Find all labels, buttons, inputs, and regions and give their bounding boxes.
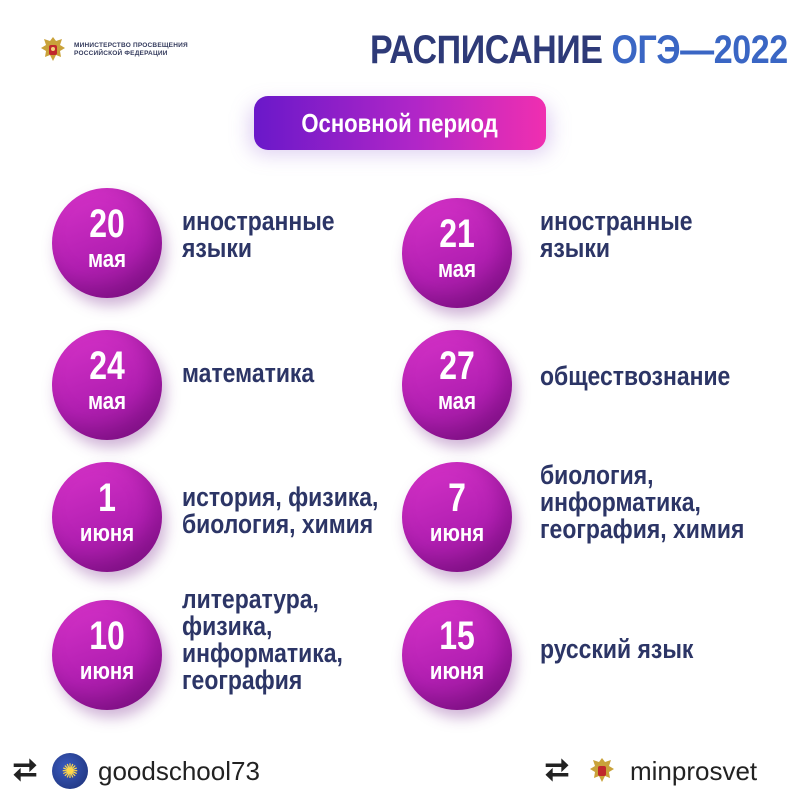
exam-day: 21 — [439, 212, 475, 256]
date-circle — [402, 462, 512, 572]
username[interactable]: minprosvet — [630, 755, 758, 786]
date-circle — [52, 188, 162, 298]
exam-month: мая — [437, 388, 477, 415]
exam-day: 20 — [89, 202, 125, 246]
repost-bar — [0, 735, 800, 800]
date-circle — [52, 330, 162, 440]
title-accent: ОГЭ—2022 — [611, 28, 788, 72]
exam-month: мая — [87, 388, 127, 415]
exam-day: 1 — [98, 476, 116, 520]
exam-subject: иностранные языки — [182, 206, 335, 263]
title-main: РАСПИСАНИЕ — [370, 28, 612, 72]
exam-subject: литература, физика, информатика, география — [182, 584, 343, 695]
date-circle — [52, 600, 162, 710]
exam-day: 15 — [439, 614, 475, 658]
repost-credit-minprosvet[interactable] — [540, 753, 757, 789]
date-circle — [52, 462, 162, 572]
date-circle — [402, 198, 512, 308]
exam-subject: биология, информатика, география, химия — [540, 460, 745, 544]
exam-subject: иностранные языки — [540, 206, 693, 263]
exam-subject: обществознание — [540, 361, 731, 391]
period-label: Основной период — [301, 107, 499, 138]
exam-month: июня — [429, 520, 485, 547]
exam-day: 7 — [448, 476, 466, 520]
ministry-logo — [38, 34, 194, 66]
coat-of-arms-icon — [38, 34, 68, 66]
repost-icon: ⮂ — [13, 754, 37, 787]
repost-icon: ⮂ — [545, 754, 569, 787]
date-circle — [402, 330, 512, 440]
period-badge — [254, 96, 546, 150]
goodschool73-avatar-icon[interactable]: ✺ — [52, 753, 88, 789]
exam-month: июня — [429, 658, 485, 685]
exam-month: июня — [79, 520, 135, 547]
exam-month: июня — [79, 658, 135, 685]
exam-subject: русский язык — [540, 634, 694, 664]
exam-subject: история, физика, биология, химия — [182, 482, 379, 539]
exam-month: мая — [87, 246, 127, 273]
logo-line-1: МИНИСТЕРСТВО ПРОСВЕЩЕНИЯ — [74, 42, 188, 49]
date-circle — [402, 600, 512, 710]
minprosvet-avatar-icon[interactable] — [584, 753, 620, 789]
exam-subject: математика — [182, 358, 315, 388]
page-title — [370, 28, 788, 73]
coat-of-arms-icon — [587, 755, 617, 787]
exam-month: мая — [437, 256, 477, 283]
repost-credit-goodschool73[interactable] — [8, 753, 260, 789]
exam-day: 24 — [89, 344, 125, 388]
username[interactable]: goodschool73 — [98, 755, 260, 786]
logo-line-2: РОССИЙСКОЙ ФЕДЕРАЦИИ — [74, 50, 168, 57]
exam-day: 10 — [89, 614, 125, 658]
exam-day: 27 — [439, 344, 475, 388]
